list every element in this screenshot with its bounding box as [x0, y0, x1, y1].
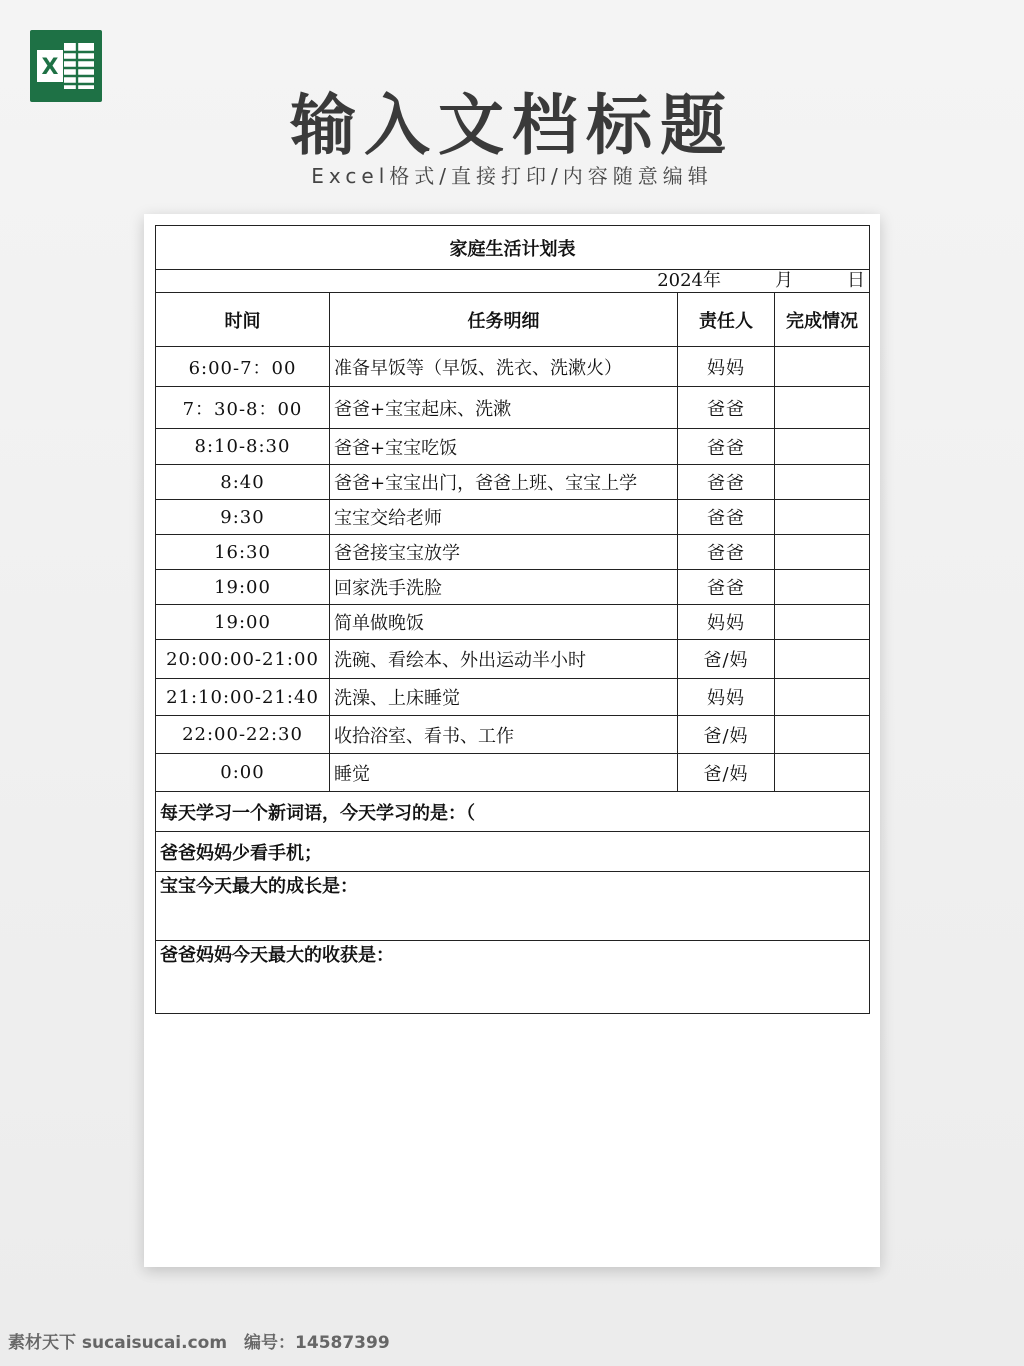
note-row: [156, 872, 870, 941]
status-cell[interactable]: [775, 465, 870, 500]
status-cell[interactable]: [775, 347, 870, 387]
column-header-owner: 责任人: [678, 293, 775, 347]
status-cell[interactable]: [775, 640, 870, 679]
owner-cell: 爸/妈: [678, 754, 775, 792]
owner-cell: 妈妈: [678, 605, 775, 640]
owner-cell: 爸爸: [678, 500, 775, 535]
watermark-text: 素材天下 sucaisucai.com 编号：14587399: [8, 1333, 390, 1353]
task-cell: 宝宝交给老师: [330, 500, 678, 535]
time-cell: 7：30-8：00: [156, 387, 330, 429]
task-cell: 爸爸+宝宝吃饭: [330, 429, 678, 465]
table-row: [156, 535, 870, 570]
note-parents-gain[interactable]: 爸爸妈妈今天最大的收获是：: [156, 941, 870, 1014]
table-row: [156, 347, 870, 387]
time-cell: 6:00-7：00: [156, 347, 330, 387]
task-cell: 洗碗、看绘本、外出运动半小时: [330, 640, 678, 679]
owner-cell: 爸爸: [678, 429, 775, 465]
status-cell[interactable]: [775, 754, 870, 792]
sheet-title: 家庭生活计划表: [156, 226, 870, 270]
owner-cell: 爸/妈: [678, 640, 775, 679]
status-cell[interactable]: [775, 716, 870, 754]
date-line: 2024年 月 日: [156, 270, 870, 293]
task-cell: 回家洗手洗脸: [330, 570, 678, 605]
status-cell[interactable]: [775, 500, 870, 535]
table-row: [156, 754, 870, 792]
status-cell[interactable]: [775, 679, 870, 716]
table-row: [156, 716, 870, 754]
table-row: [156, 605, 870, 640]
owner-cell: 爸/妈: [678, 716, 775, 754]
note-phone[interactable]: 爸爸妈妈少看手机；: [156, 832, 870, 872]
time-cell: 8:40: [156, 465, 330, 500]
note-row: [156, 941, 870, 1014]
task-cell: 洗澡、上床睡觉: [330, 679, 678, 716]
table-row: [156, 465, 870, 500]
task-cell: 收拾浴室、看书、工作: [330, 716, 678, 754]
column-header-time: 时间: [156, 293, 330, 347]
status-cell[interactable]: [775, 535, 870, 570]
owner-cell: 爸爸: [678, 570, 775, 605]
time-cell: 9:30: [156, 500, 330, 535]
time-cell: 8:10-8:30: [156, 429, 330, 465]
status-cell[interactable]: [775, 605, 870, 640]
time-cell: 19:00: [156, 570, 330, 605]
svg-text:X: X: [41, 55, 59, 80]
status-cell[interactable]: [775, 570, 870, 605]
table-row: [156, 570, 870, 605]
header-row: [156, 293, 870, 347]
note-row: [156, 792, 870, 832]
task-cell: 爸爸+宝宝出门，爸爸上班、宝宝上学: [330, 465, 678, 500]
task-cell: 爸爸接宝宝放学: [330, 535, 678, 570]
time-cell: 21:10:00-21:40: [156, 679, 330, 716]
task-cell: 爸爸+宝宝起床、洗漱: [330, 387, 678, 429]
status-cell[interactable]: [775, 429, 870, 465]
paper-page: [144, 214, 880, 1267]
document-subtitle: Excel格式/直接打印/内容随意编辑: [311, 164, 713, 188]
status-cell[interactable]: [775, 387, 870, 429]
task-cell: 简单做晚饭: [330, 605, 678, 640]
plan-table: [155, 225, 870, 1014]
owner-cell: 爸爸: [678, 465, 775, 500]
owner-cell: 爸爸: [678, 535, 775, 570]
task-cell: 准备早饭等（早饭、洗衣、洗漱火）: [330, 347, 678, 387]
owner-cell: 爸爸: [678, 387, 775, 429]
time-cell: 0:00: [156, 754, 330, 792]
table-row: [156, 387, 870, 429]
column-header-status: 完成情况: [775, 293, 870, 347]
time-cell: 19:00: [156, 605, 330, 640]
time-cell: 20:00:00-21:00: [156, 640, 330, 679]
document-title: 输入文档标题: [290, 87, 734, 164]
table-row: [156, 429, 870, 465]
time-cell: 16:30: [156, 535, 330, 570]
table-row: [156, 640, 870, 679]
note-baby-growth[interactable]: 宝宝今天最大的成长是：: [156, 872, 870, 941]
note-new-word[interactable]: 每天学习一个新词语，今天学习的是：（: [156, 792, 870, 832]
time-cell: 22:00-22:30: [156, 716, 330, 754]
spreadsheet: [155, 225, 869, 1014]
task-cell: 睡觉: [330, 754, 678, 792]
owner-cell: 妈妈: [678, 347, 775, 387]
table-row: [156, 679, 870, 716]
column-header-task: 任务明细: [330, 293, 678, 347]
owner-cell: 妈妈: [678, 679, 775, 716]
table-row: [156, 500, 870, 535]
note-row: [156, 832, 870, 872]
